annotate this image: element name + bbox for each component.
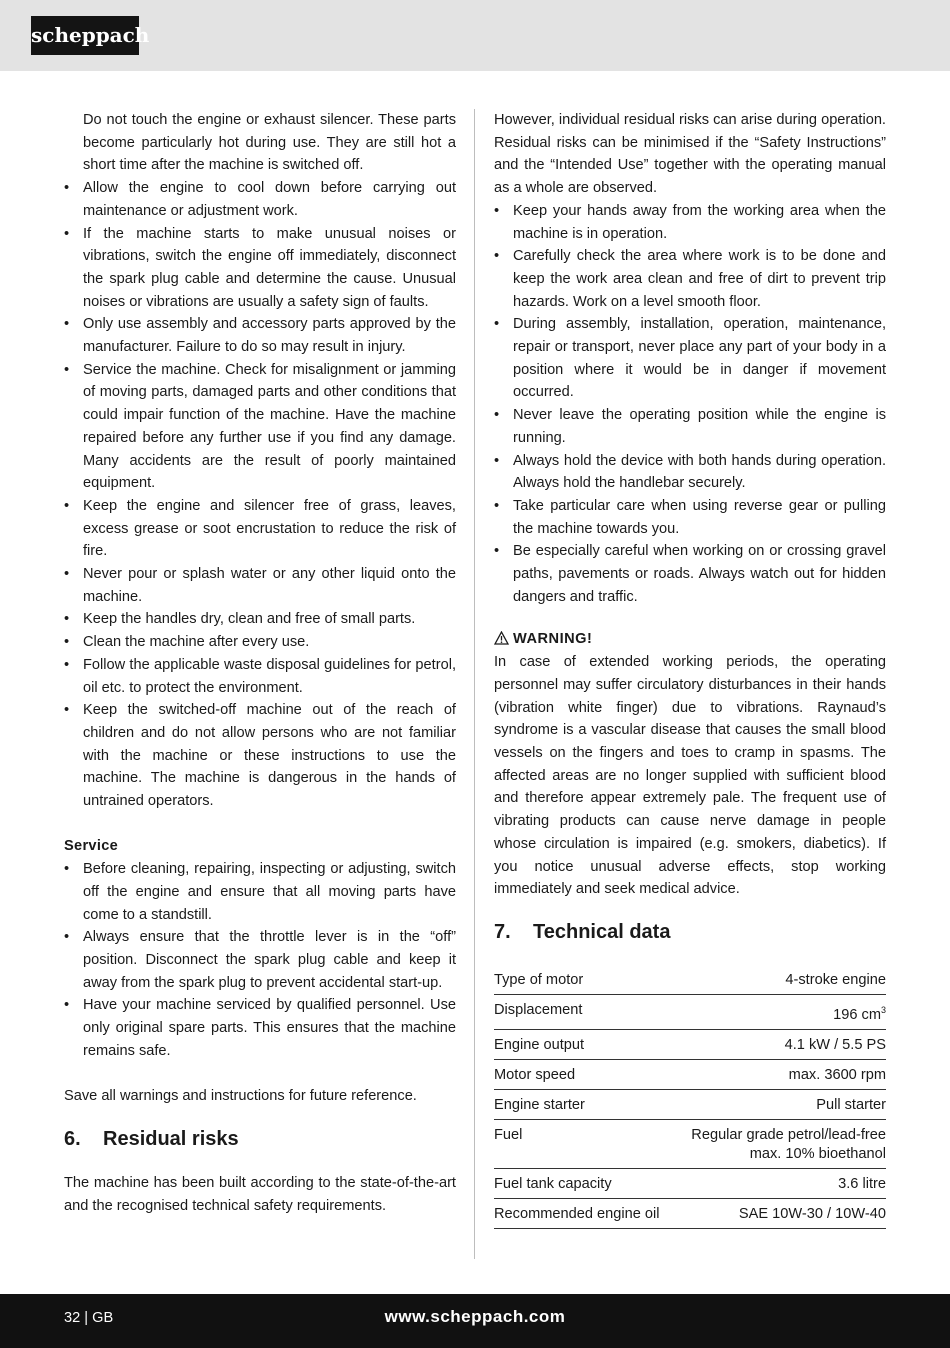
right-column <box>494 109 886 1229</box>
list-item: • Be especially careful when working on or crossing gravel paths, pavements or roads. Always watch out for hidden dangers and traffic. <box>494 540 886 608</box>
bullet-icon: • <box>494 202 500 219</box>
table-cell-value: SAE 10W-30 / 10W-40 <box>686 1198 886 1228</box>
bullet-icon: • <box>64 497 70 514</box>
table-row <box>494 1089 886 1119</box>
bullet-icon: • <box>64 225 70 242</box>
superscript: 3 <box>880 1004 886 1015</box>
table-cell-value: 4-stroke engine <box>686 965 886 995</box>
section-title: Technical data <box>533 920 671 943</box>
table-row <box>494 1168 886 1198</box>
residual-risk-list <box>494 200 886 609</box>
table-row <box>494 994 886 1029</box>
table-cell-label: Engine output <box>494 1029 686 1059</box>
bullet-icon: • <box>494 543 500 560</box>
bullet-icon: • <box>494 452 500 469</box>
warning-heading <box>494 628 886 651</box>
list-item: • Always hold the device with both hands during operation. Always hold the handlebar securely. <box>494 450 886 495</box>
list-item: • Keep the handles dry, clean and free of small parts. <box>64 608 456 631</box>
list-item: • Keep your hands away from the working area when the machine is in operation. <box>494 200 886 245</box>
section-7-heading <box>494 919 886 945</box>
bullet-icon: • <box>64 316 70 333</box>
list-item: • Carefully check the area where work is to be done and keep the work area clean and free of dirt to prevent trip hazards. Work on a level smooth floor. <box>494 245 886 313</box>
list-item: • If the machine starts to make unusual noises or vibrations, switch the engine off immediately, disconnect the spark plug cable and determine the cause. Unusual noises or vibrations are usually a safety sign of faults. <box>64 223 456 314</box>
warning-text: In case of extended working periods, the operating personnel may suffer circulatory disturbances in their hands (vibration white finger) due to vibrations. Raynaud’s syndrome is a vascular disease that causes the small blood vessels on the fingers and toes to cramp in spasms. The affected areas are no longer supplied with sufficient blood and therefore appear extremely pale. The frequent use of vibrating products can cause nerve damage in people whose circulation is impaired (e.g. smokers, diabetics). If you notice unusual adverse effects, stop working immediately and seek medical advice. <box>494 654 886 898</box>
section-title: Residual risks <box>103 1127 239 1150</box>
list-item: • Only use assembly and accessory parts approved by the manufacturer. Failure to do so may result in injury. <box>64 313 456 358</box>
list-item: • Before cleaning, repairing, inspecting or adjusting, switch off the engine and ensure that all moving parts have come to a standstill. <box>64 858 456 926</box>
table-row <box>494 1059 886 1089</box>
bullet-icon: • <box>494 316 500 333</box>
list-item: • Never leave the operating position while the engine is running. <box>494 404 886 449</box>
bullet-icon: • <box>64 861 70 878</box>
footer-bar <box>0 1294 950 1348</box>
bullet-icon: • <box>64 997 70 1014</box>
save-note: Save all warnings and instructions for future reference. <box>64 1088 417 1105</box>
warning-triangle-icon <box>494 631 509 645</box>
table-cell-value: Pull starter <box>686 1089 886 1119</box>
list-item: • Keep the engine and silencer free of grass, leaves, excess grease or soot encrustation to reduce the risk of fire. <box>64 495 456 563</box>
list-item: • Clean the machine after every use. <box>64 631 456 654</box>
table-cell-label: Engine starter <box>494 1089 686 1119</box>
section-number: 6. <box>64 1127 81 1150</box>
table-cell-label: Type of motor <box>494 965 686 995</box>
page-number: 32 | GB <box>64 1310 114 1326</box>
residual-risk-intro: However, individual residual risks can arise during operation. Residual risks can be minimised if the “Safety Instructions” and the “Intended Use” together with the operating manual as a whole are observed. <box>494 112 886 197</box>
website-url: www.scheppach.com <box>384 1307 566 1326</box>
bullet-icon: • <box>64 656 70 673</box>
list-item: • Keep the switched-off machine out of the reach of children and do not allow persons who are not familiar with the machine or these instructions to use the machine. The machine is dangerous in the hands of untrained operators. <box>64 699 456 813</box>
bullet-icon: • <box>494 248 500 265</box>
list-item: • Follow the applicable waste disposal guidelines for petrol, oil etc. to protect the environment. <box>64 654 456 699</box>
warning-label: WARNING! <box>513 631 593 648</box>
left-column <box>64 109 456 1217</box>
section-number: 7. <box>494 920 511 943</box>
section-6-text: The machine has been built according to the state-of-the-art and the recognised technical safety requirements. <box>64 1174 456 1214</box>
table-row <box>494 1198 886 1228</box>
bullet-icon: • <box>64 702 70 719</box>
bullet-icon: • <box>494 407 500 424</box>
list-item: • Never pour or splash water or any other liquid onto the machine. <box>64 563 456 608</box>
bullet-icon: • <box>64 611 70 628</box>
service-list <box>64 858 456 1062</box>
list-item: • Allow the engine to cool down before carrying out maintenance or adjustment work. <box>64 177 456 222</box>
table-row <box>494 1029 886 1059</box>
list-item: • During assembly, installation, operation, maintenance, repair or transport, never place any part of your body in a position where it would be in danger if movement occurred. <box>494 313 886 404</box>
table-cell-label: Recommended engine oil <box>494 1198 686 1228</box>
column-divider <box>474 109 475 1259</box>
list-item: • Always ensure that the throttle lever is in the “off” position. Disconnect the spark plug cable and keep it away from the spark plug to prevent accidental start-up. <box>64 926 456 994</box>
table-row <box>494 1119 886 1168</box>
bullet-icon: • <box>64 361 70 378</box>
section-6-heading <box>64 1126 456 1152</box>
table-cell-label: Displacement <box>494 994 686 1029</box>
bullet-icon: • <box>64 566 70 583</box>
bullet-icon: • <box>64 929 70 946</box>
table-cell-label: Fuel tank capacity <box>494 1168 686 1198</box>
list-item: • Take particular care when using reverse gear or pulling the machine towards you. <box>494 495 886 540</box>
table-cell-value: 196 $cm^3$ <box>686 994 886 1029</box>
safety-list <box>64 177 456 813</box>
technical-data-table <box>494 965 886 1229</box>
table-cell-label: Motor speed <box>494 1059 686 1089</box>
service-heading: Service <box>64 838 119 855</box>
list-item: • Service the machine. Check for misalignment or jamming of moving parts, damaged parts and other conditions that could impair function of the machine. Have the machine repaired before any further use if you find any damage. Many accidents are the result of poorly maintained equipment. <box>64 359 456 495</box>
table-row <box>494 965 886 995</box>
table-cell-label: Fuel <box>494 1119 686 1168</box>
header-bar <box>0 0 950 71</box>
list-item: • Have your machine serviced by qualified personnel. Use only original spare parts. This ensures that the machine remains safe. <box>64 994 456 1062</box>
table-cell-value: 4.1 kW / 5.5 PS <box>686 1029 886 1059</box>
table-cell-value: max. 3600 rpm <box>686 1059 886 1089</box>
bullet-icon: • <box>64 634 70 651</box>
table-cell-value: Regular grade petrol/lead-free max. 10% bioethanol <box>686 1119 886 1168</box>
brand-logo: scheppach <box>31 16 139 55</box>
bullet-icon: • <box>494 497 500 514</box>
intro-paragraph: Do not touch the engine or exhaust silencer. These parts become particularly hot during use. They are still hot a short time after the machine is switched off. <box>83 112 456 174</box>
bullet-icon: • <box>64 180 70 197</box>
table-cell-value: 3.6 litre <box>686 1168 886 1198</box>
